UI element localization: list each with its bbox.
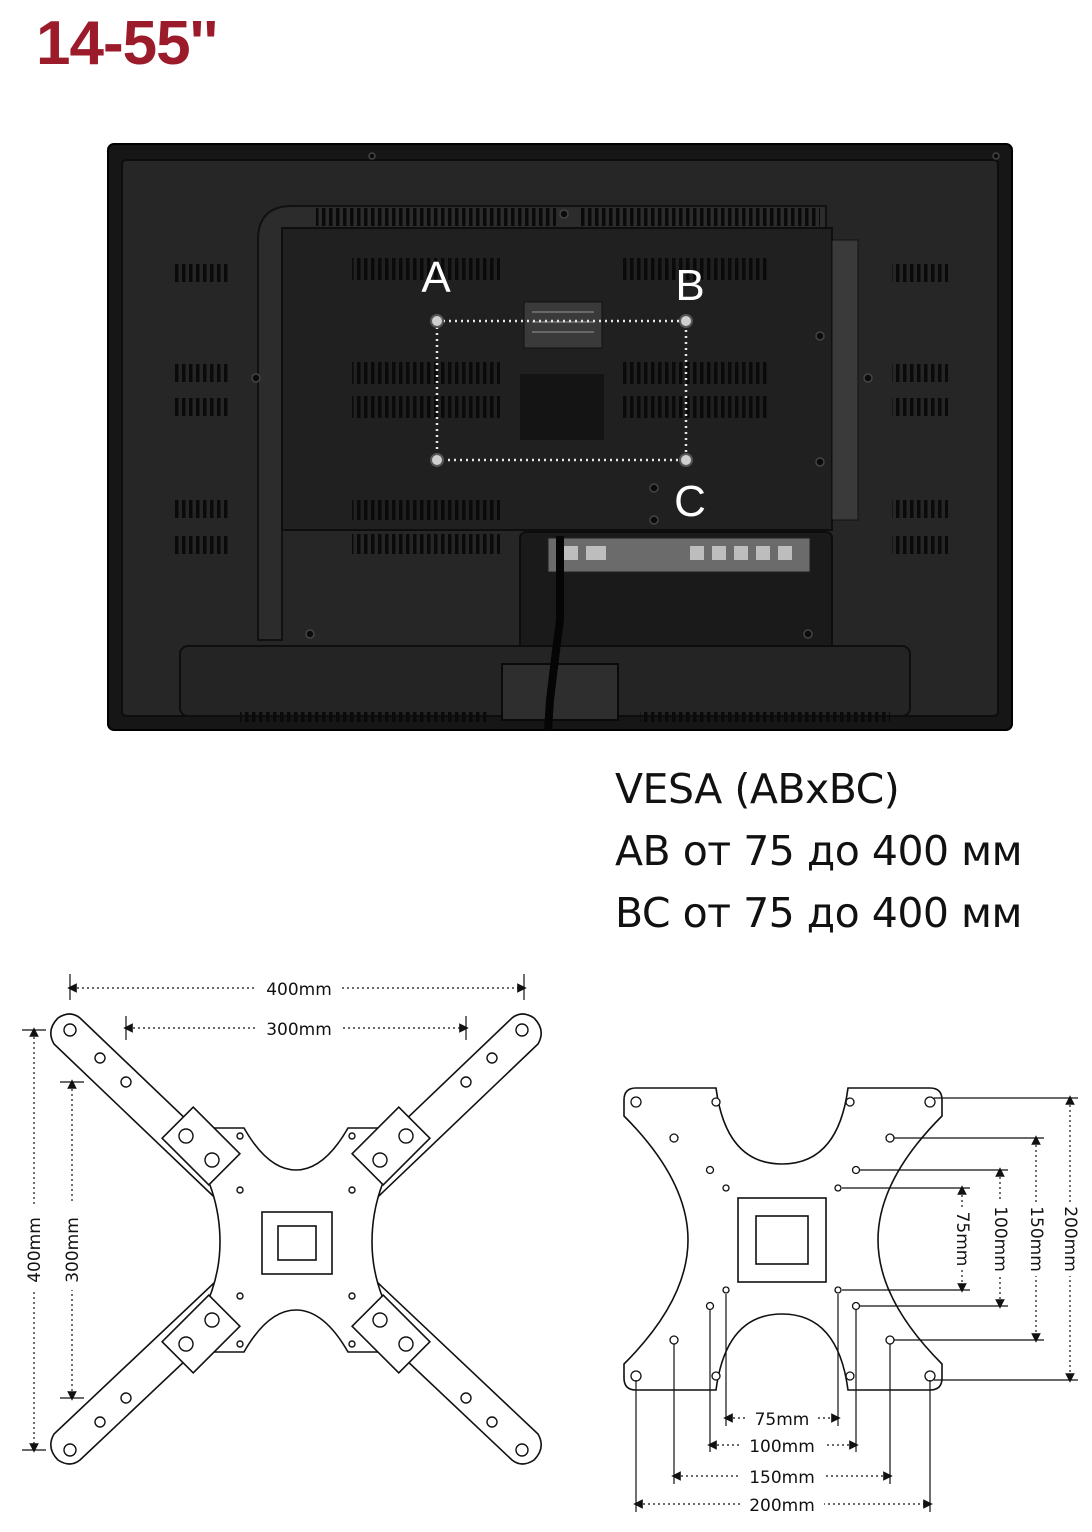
- bracket-width-inner-label: 300mm: [266, 1020, 332, 1040]
- vesa-spec-title: VESA (ABxBC): [615, 765, 900, 813]
- vesa-specs: [615, 758, 1022, 944]
- plate-drawing: [624, 1088, 942, 1390]
- plate-width-75-label: 75mm: [754, 1410, 810, 1430]
- plate-width-200-label: 200mm: [749, 1496, 815, 1516]
- plate-height-200-label: 200mm: [1060, 1206, 1080, 1272]
- bracket-height-outer-label: 400mm: [25, 1217, 45, 1283]
- plate-width-150-label: 150mm: [749, 1468, 815, 1488]
- vesa-spec-ab: AB от 75 до 400 мм: [615, 827, 1023, 875]
- vesa-spec-bc: BC от 75 до 400 мм: [615, 889, 1022, 937]
- point-a-label: A: [421, 253, 451, 302]
- point-b-label: B: [675, 261, 705, 310]
- technical-drawings: [0, 960, 1092, 1532]
- plate-width-100-label: 100mm: [749, 1437, 815, 1457]
- plate-height-100-label: 100mm: [990, 1206, 1010, 1272]
- plate-height-150-label: 150mm: [1026, 1206, 1046, 1272]
- bracket-height-inner-label: 300mm: [63, 1217, 83, 1283]
- point-c-label: C: [674, 477, 706, 526]
- bracket-width-outer-label: 400mm: [266, 980, 332, 1000]
- tv-back-illustration: [0, 130, 1092, 750]
- plate-height-75-label: 75mm: [952, 1211, 972, 1267]
- size-range-title: 14-55'': [36, 9, 218, 78]
